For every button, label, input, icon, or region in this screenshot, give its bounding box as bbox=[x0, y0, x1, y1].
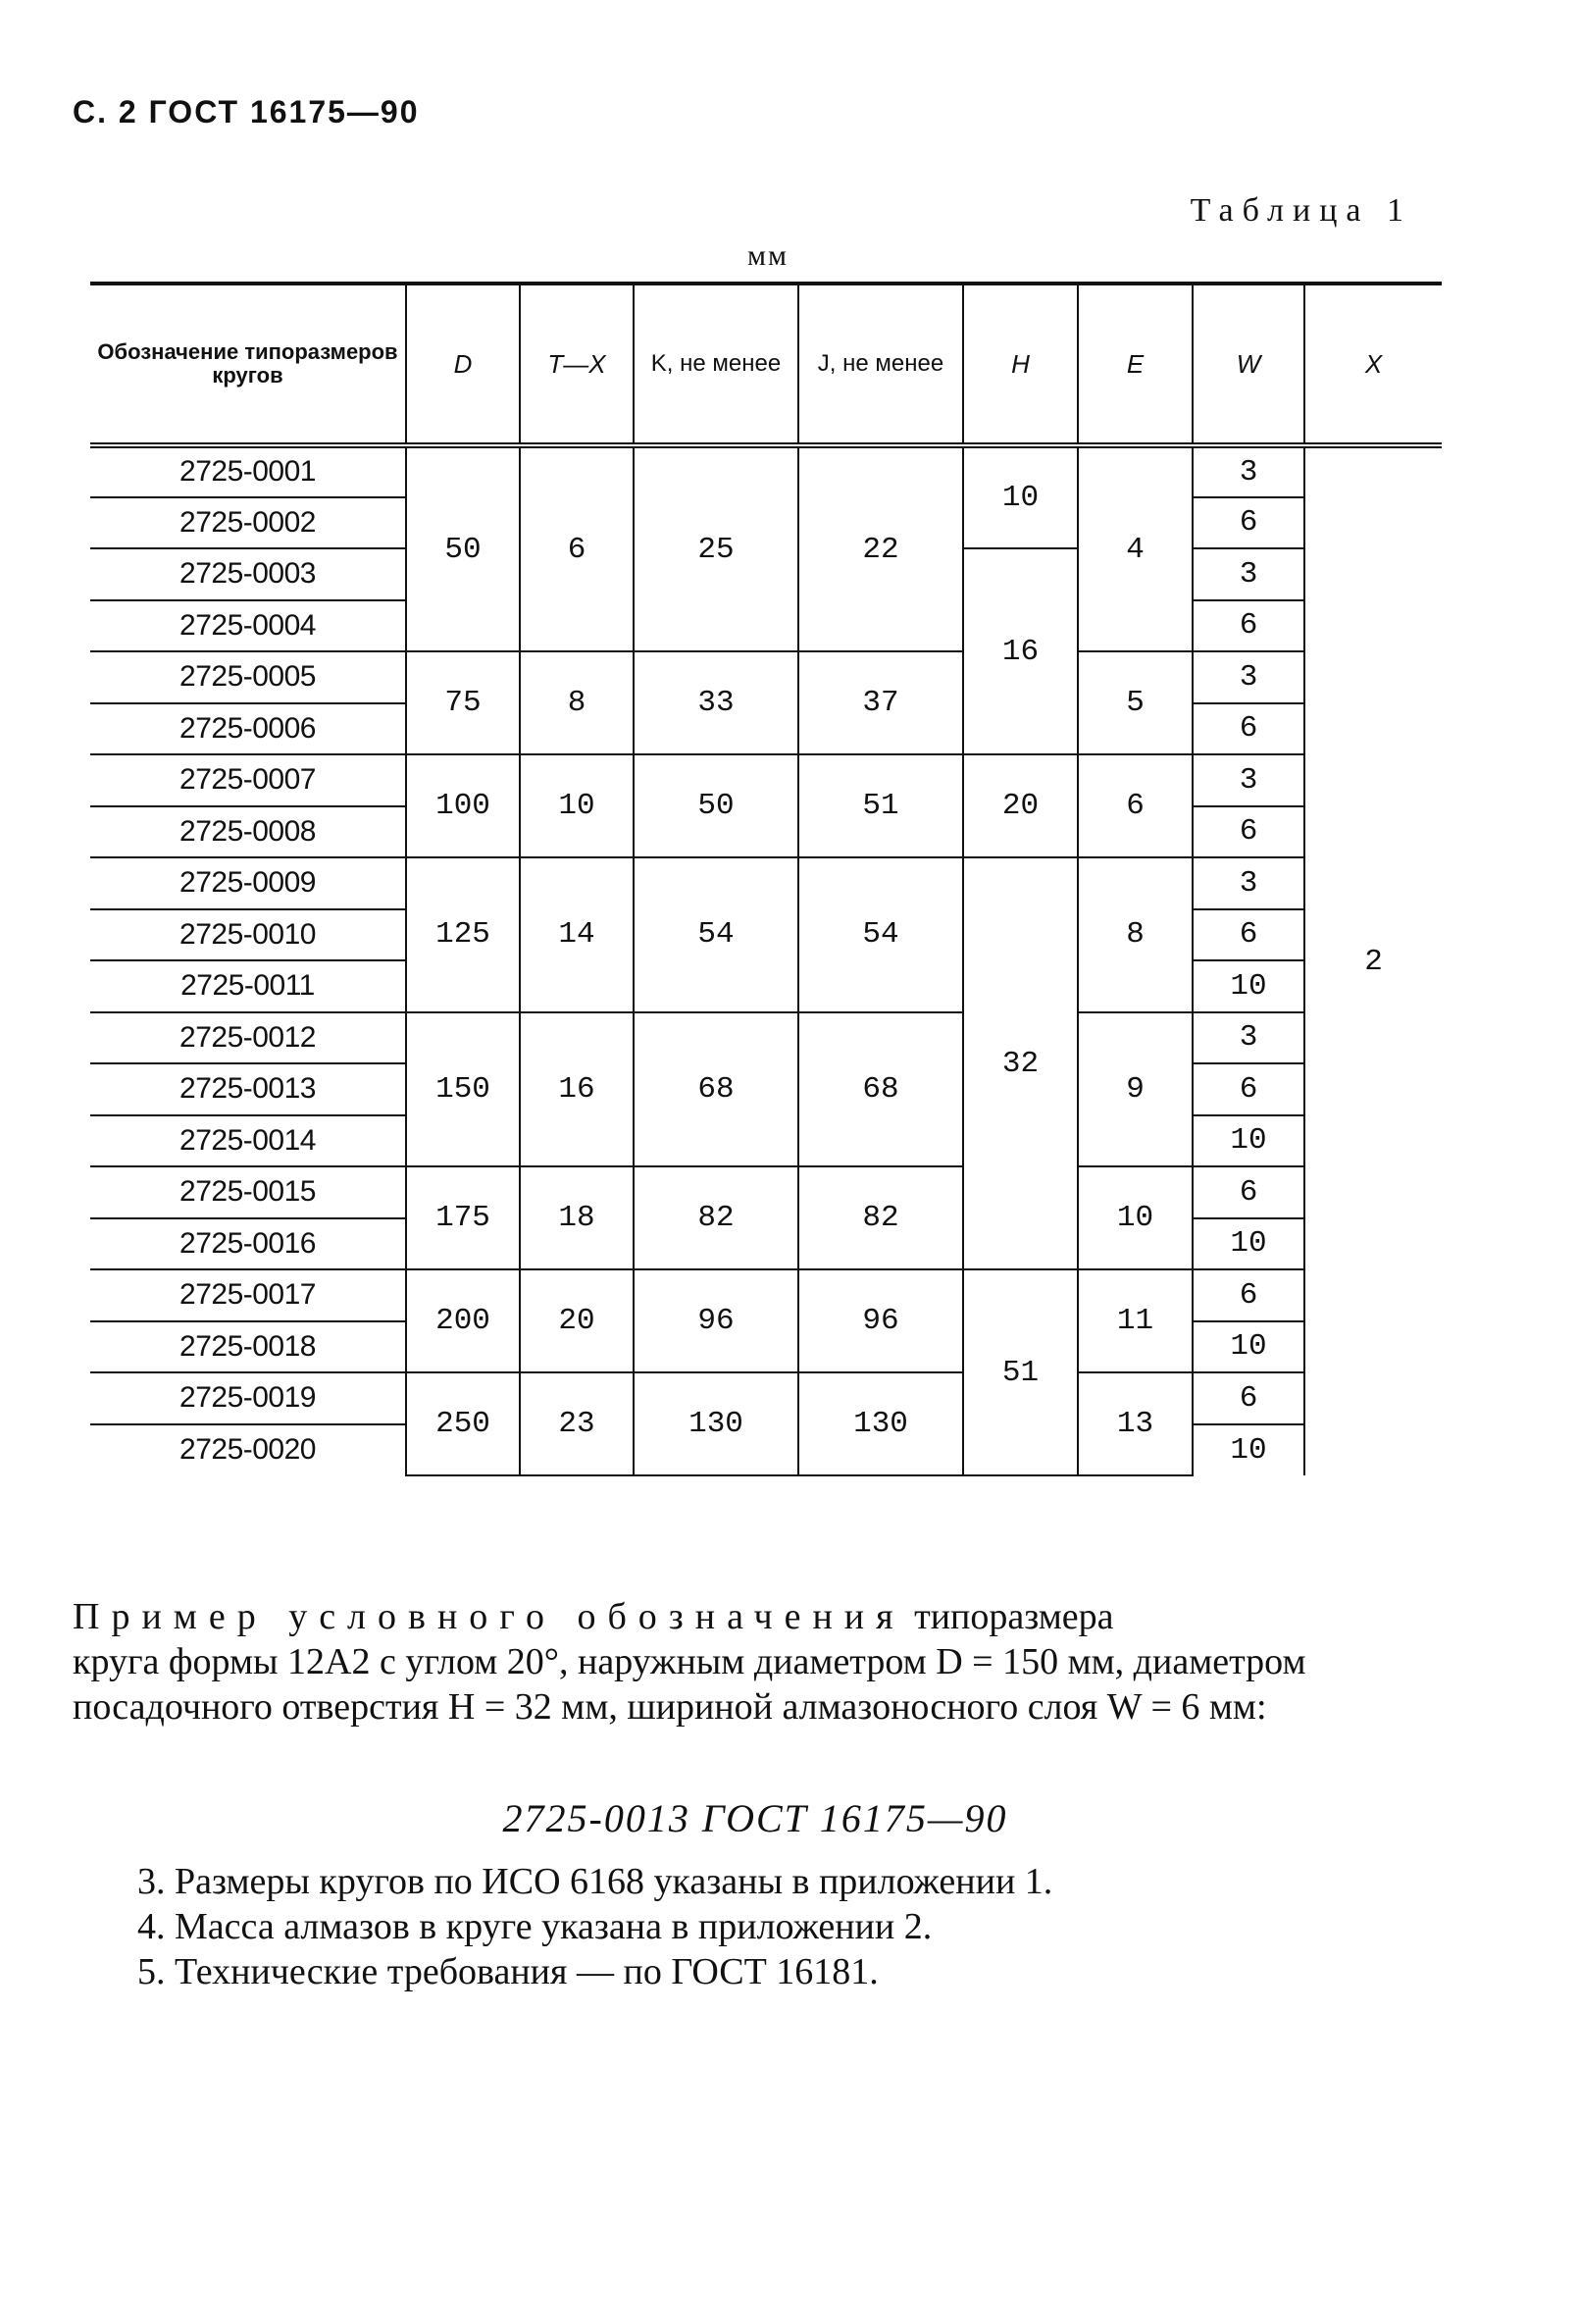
code-cell: 2725-0006 bbox=[90, 703, 406, 755]
code-cell: 2725-0012 bbox=[90, 1012, 406, 1064]
tx-cell: 10 bbox=[520, 754, 634, 857]
e-cell: 10 bbox=[1078, 1166, 1193, 1269]
j-cell: 37 bbox=[798, 651, 963, 754]
w-cell: 10 bbox=[1193, 1424, 1304, 1476]
code-cell: 2725-0008 bbox=[90, 806, 406, 858]
code-cell: 2725-0015 bbox=[90, 1166, 406, 1218]
j-cell: 96 bbox=[798, 1269, 963, 1372]
w-cell: 3 bbox=[1193, 548, 1304, 600]
w-cell: 3 bbox=[1193, 754, 1304, 806]
h-cell: 10 bbox=[963, 445, 1078, 548]
header-code: Обозначение типоразмеров кругов bbox=[90, 284, 406, 445]
note-item: 4. Масса алмазов в круге указана в приложении 2. bbox=[137, 1906, 933, 1947]
e-cell: 4 bbox=[1078, 445, 1193, 651]
k-cell: 50 bbox=[634, 754, 798, 857]
w-cell: 6 bbox=[1193, 703, 1304, 755]
tx-cell: 6 bbox=[520, 445, 634, 651]
tx-cell: 20 bbox=[520, 1269, 634, 1372]
table-body bbox=[90, 445, 1442, 1475]
d-cell: 175 bbox=[406, 1166, 520, 1269]
header-e: E bbox=[1078, 284, 1193, 445]
w-cell: 6 bbox=[1193, 600, 1304, 652]
j-cell: 68 bbox=[798, 1012, 963, 1167]
header-d: D bbox=[406, 284, 520, 445]
example-intro: Пример условного обозначения bbox=[73, 1596, 905, 1637]
code-cell: 2725-0010 bbox=[90, 909, 406, 961]
w-cell: 3 bbox=[1193, 1012, 1304, 1064]
w-cell: 10 bbox=[1193, 1218, 1304, 1270]
example-designation: 2725-0013 ГОСТ 16175—90 bbox=[502, 1796, 1008, 1840]
code-cell: 2725-0018 bbox=[90, 1321, 406, 1373]
code-cell: 2725-0003 bbox=[90, 548, 406, 600]
j-cell: 54 bbox=[798, 857, 963, 1012]
w-cell: 6 bbox=[1193, 909, 1304, 961]
h-cell: 16 bbox=[963, 548, 1078, 754]
w-cell: 3 bbox=[1193, 857, 1304, 909]
page-header: С. 2 ГОСТ 16175—90 bbox=[73, 94, 420, 129]
code-cell: 2725-0011 bbox=[90, 960, 406, 1012]
example-text: круга формы 12А2 с углом 20°, наружным диаметром D = 150 мм, диаметром посадочного отверстия H = 32 мм, шириной алмазоносного слоя W = 6 мм: bbox=[73, 1641, 1306, 1728]
x-cell: 2 bbox=[1304, 445, 1442, 1475]
table-row bbox=[90, 1372, 1442, 1424]
w-cell: 6 bbox=[1193, 1269, 1304, 1321]
h-cell: 20 bbox=[963, 754, 1078, 857]
w-cell: 6 bbox=[1193, 806, 1304, 858]
d-cell: 50 bbox=[406, 445, 520, 651]
header-x: X bbox=[1304, 284, 1442, 445]
d-cell: 75 bbox=[406, 651, 520, 754]
tx-cell: 18 bbox=[520, 1166, 634, 1269]
d-cell: 150 bbox=[406, 1012, 520, 1167]
tx-cell: 16 bbox=[520, 1012, 634, 1167]
w-cell: 6 bbox=[1193, 497, 1304, 549]
table-row bbox=[90, 1012, 1442, 1064]
header-h: H bbox=[963, 284, 1078, 445]
code-cell: 2725-0009 bbox=[90, 857, 406, 909]
header-t-x: T—X bbox=[520, 284, 634, 445]
code-cell: 2725-0016 bbox=[90, 1218, 406, 1270]
note-item: 5. Технические требования — по ГОСТ 16181. bbox=[137, 1951, 879, 1992]
table-row bbox=[90, 857, 1442, 909]
e-cell: 6 bbox=[1078, 754, 1193, 857]
e-cell: 9 bbox=[1078, 1012, 1193, 1167]
w-cell: 10 bbox=[1193, 1321, 1304, 1373]
units-label: мм bbox=[747, 239, 789, 272]
k-cell: 130 bbox=[634, 1372, 798, 1475]
table-row bbox=[90, 754, 1442, 806]
code-cell: 2725-0019 bbox=[90, 1372, 406, 1424]
w-cell: 10 bbox=[1193, 960, 1304, 1012]
j-cell: 51 bbox=[798, 754, 963, 857]
d-cell: 200 bbox=[406, 1269, 520, 1372]
code-cell: 2725-0013 bbox=[90, 1063, 406, 1115]
code-cell: 2725-0020 bbox=[179, 1433, 316, 1467]
k-cell: 33 bbox=[634, 651, 798, 754]
notes-list bbox=[137, 1859, 1052, 1994]
w-cell: 6 bbox=[1193, 1166, 1304, 1218]
code-cell: 2725-0007 bbox=[90, 754, 406, 806]
table-row bbox=[90, 1166, 1442, 1218]
table-header-row bbox=[90, 284, 1442, 445]
code-cell: 2725-0002 bbox=[90, 497, 406, 549]
header-w: W bbox=[1193, 284, 1304, 445]
j-cell: 82 bbox=[798, 1166, 963, 1269]
code-cell: 2725-0005 bbox=[90, 651, 406, 703]
w-cell: 3 bbox=[1193, 651, 1304, 703]
w-cell: 10 bbox=[1193, 1115, 1304, 1167]
table-row bbox=[90, 1269, 1442, 1321]
e-cell: 5 bbox=[1078, 651, 1193, 754]
k-cell: 54 bbox=[634, 857, 798, 1012]
k-cell: 68 bbox=[634, 1012, 798, 1167]
h-cell: 32 bbox=[963, 857, 1078, 1269]
header-j: J, не менее bbox=[798, 284, 963, 445]
code-cell: 2725-0017 bbox=[90, 1269, 406, 1321]
h-cell: 51 bbox=[963, 1269, 1078, 1475]
dimensions-table bbox=[90, 282, 1442, 1476]
code-cell: 2725-0001 bbox=[90, 445, 406, 497]
k-cell: 25 bbox=[634, 445, 798, 651]
e-cell: 13 bbox=[1078, 1372, 1193, 1475]
w-cell: 6 bbox=[1193, 1063, 1304, 1115]
j-cell: 130 bbox=[798, 1372, 963, 1475]
example-intro-end: типоразмера bbox=[914, 1596, 1114, 1637]
j-cell: 22 bbox=[798, 445, 963, 651]
code-cell: 2725-0004 bbox=[90, 600, 406, 652]
tx-cell: 14 bbox=[520, 857, 634, 1012]
e-cell: 8 bbox=[1078, 857, 1193, 1012]
e-cell: 11 bbox=[1078, 1269, 1193, 1372]
example-paragraph bbox=[73, 1594, 1436, 1730]
d-cell: 250 bbox=[406, 1372, 520, 1475]
w-cell: 6 bbox=[1193, 1372, 1304, 1424]
code-cell: 2725-0014 bbox=[90, 1115, 406, 1167]
note-item: 3. Размеры кругов по ИСО 6168 указаны в приложении 1. bbox=[137, 1861, 1053, 1902]
k-cell: 96 bbox=[634, 1269, 798, 1372]
w-cell: 3 bbox=[1193, 445, 1304, 497]
table-row bbox=[90, 651, 1442, 703]
header-k: K, не менее bbox=[634, 284, 798, 445]
table-row bbox=[90, 445, 1442, 497]
d-cell: 100 bbox=[406, 754, 520, 857]
tx-cell: 8 bbox=[520, 651, 634, 754]
d-cell: 125 bbox=[406, 857, 520, 1012]
k-cell: 82 bbox=[634, 1166, 798, 1269]
tx-cell: 23 bbox=[520, 1372, 634, 1475]
table-label: Таблица 1 bbox=[1190, 192, 1412, 229]
